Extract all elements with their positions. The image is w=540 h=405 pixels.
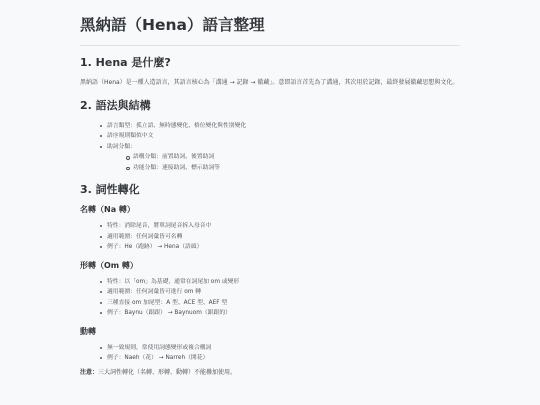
section-heading-3: 3. 詞性轉化 xyxy=(80,183,140,196)
list-item: 語序規則類似中文 xyxy=(107,131,460,142)
list-item: 適用範圍：任何詞彙皆可進行 om 轉 xyxy=(107,287,460,298)
page-title: 黑納語（Hena）語言整理 xyxy=(80,14,460,46)
list-item: 例子：Baynu（跟跟） → Baynuom（跟跟的） xyxy=(107,308,460,319)
note-label: 注意： xyxy=(80,368,99,376)
note-text: 三大詞性轉化（名轉、形轉、動轉）不能疊加使用。 xyxy=(98,368,237,376)
grammar-list xyxy=(80,121,460,174)
section-heading-1: 1. Hena 是什麼? xyxy=(80,56,171,69)
list-item: 適用範圍：任何詞彙皆可名轉 xyxy=(107,232,460,243)
list-item: 例子：He（跑跡） → Hena（語頭） xyxy=(107,242,460,253)
subsection-na: 名轉（Na 轉） xyxy=(80,205,135,214)
om-list xyxy=(80,277,460,319)
list-item: 語構分類：前置助詞、後置助詞 xyxy=(133,152,460,163)
section-1-paragraph: 黑納語（Hena）是一種人造語言，其語言核心為「溝通 → 記錄 → 徹藏」。意即語言首先為了溝通，其次用於記錄，最終發展徹藏思想與文化。 xyxy=(80,79,459,86)
list-item: 功能分類：連接助詞、標示助詞等 xyxy=(133,163,460,174)
list-item: 無一致規則，常使用詞態變形或複合構詞 xyxy=(107,343,460,354)
na-list xyxy=(80,221,460,253)
particle-sublist xyxy=(107,152,460,173)
list-item: 三種直接 om 加尾型：A 型、ACE 型、AEF 型 xyxy=(107,298,460,309)
subsection-om: 形轉（Om 轉） xyxy=(80,260,138,270)
subsection-verb: 動轉 xyxy=(80,326,96,336)
title-divider xyxy=(80,45,460,46)
list-item: 語言類型：孤立語、無時態變化、格位變化與性別變化 xyxy=(107,121,460,132)
list-item: 特性：消除尾音，將單詞尾音拆入母音中 xyxy=(107,221,460,232)
list-item: 特性：以「om」為基礎，通常在詞尾加 om 或變形 xyxy=(107,277,460,288)
section-heading-2: 2. 語法與結構 xyxy=(80,98,151,112)
verb-list xyxy=(80,343,460,364)
list-item: 助詞分類： 語構分類：前置助詞、後置助詞 功能分類：連接助詞、標示助詞等 xyxy=(107,142,460,174)
note xyxy=(80,368,460,378)
list-item: 例子：Naeh（花） → Narreh（開花） xyxy=(107,353,460,364)
